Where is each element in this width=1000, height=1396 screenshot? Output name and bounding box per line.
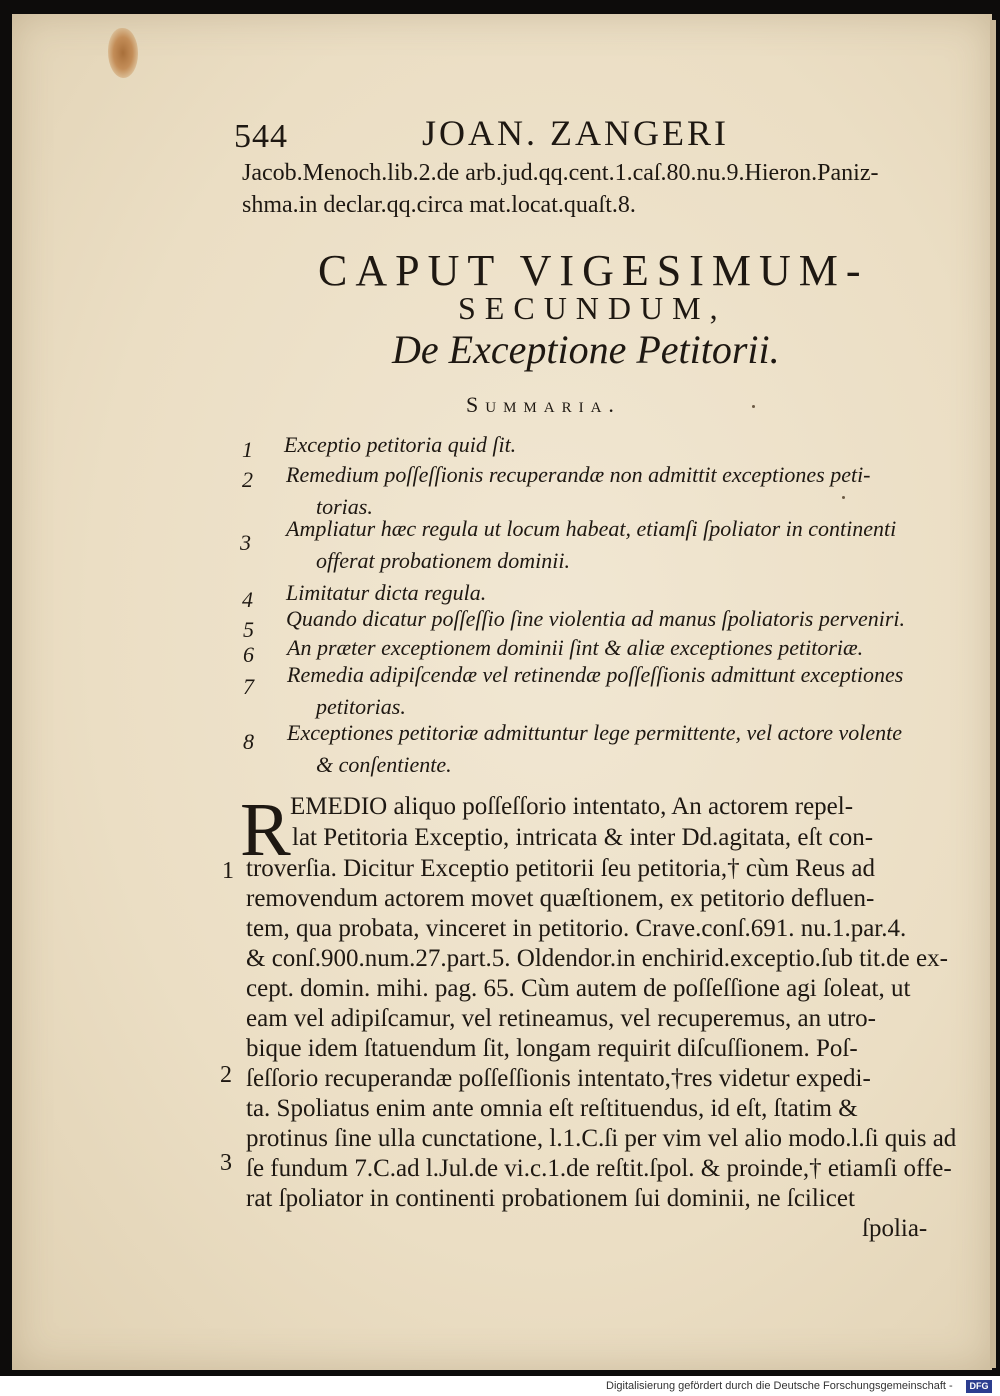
body-line: eam vel adipiſcamur, vel retineamus, vel recuperemus, an utro- [246,1005,876,1032]
summary-item-text: Limitatur dicta regula. [286,580,487,605]
margin-number: 1 [222,858,234,884]
summary-item-text: torias. [316,494,373,519]
summary-number: 6 [243,642,254,667]
catchword: ſpolia- [862,1215,928,1242]
body-line: ta. Spoliatus enim ante omnia eſt reſtituendus, id eſt, ſtatim & [246,1095,858,1122]
dfg-logo: DFG [966,1380,992,1393]
summary-number: 7 [243,674,254,699]
drop-cap: R [240,788,291,872]
body-line: troverſia. Dicitur Exceptio petitorii ſeu petitoria,† cùm Reus ad [246,855,875,882]
page-edge [990,20,996,1368]
summary-number: 4 [242,587,253,612]
continuation-line: Jacob.Menoch.lib.2.de arb.jud.qq.cent.1.caſ.80.nu.9.Hieron.Paniz- [242,160,879,186]
body-line: ſe fundum 7.C.ad l.Jul.de vi.c.1.de reſtit.ſpol. & proinde,† etiamſi offe- [246,1155,952,1182]
ink-speck [752,405,755,408]
chapter-title-line2: SECUNDUM, [458,290,727,326]
summary-item-text: Ampliatur hæc regula ut locum habeat, etiamſi ſpoliator in continenti [286,516,897,541]
summary-item-text: & conſentiente. [316,752,452,777]
summary-item-text: Remedia adipiſcendæ vel retinendæ poſſeſſionis admittunt exceptiones [287,662,904,687]
body-line: protinus ſine ulla cunctatione, l.1.C.ſi per vim vel alio modo.l.ſi quis ad [246,1125,957,1152]
body-line: bique idem ſtatuendum ſit, longam requirit diſcuſſionem. Poſ- [246,1035,858,1062]
summary-number: 8 [243,729,254,754]
body-line: cept. domin. mihi. pag. 65. Cùm autem de poſſeſſione agi ſoleat, ut [246,975,911,1002]
running-head: JOAN. ZANGERI [422,113,729,153]
summary-number: 1 [242,437,253,462]
margin-number: 2 [220,1062,232,1088]
summary-item-text: petitorias. [316,694,406,719]
chapter-subtitle: De Exceptione Petitorii. [392,327,780,372]
summary-item-text: offerat probationem dominii. [316,548,571,573]
summary-item-text: Exceptiones petitoriæ admittuntur lege permittente, vel actore volente [287,720,903,745]
summary-number: 3 [240,530,251,555]
summary-item-text: Exceptio petitoria quid ſit. [284,432,517,457]
body-line: lat Petitoria Exceptio, intricata & inter Dd.agitata, eſt con- [292,824,874,851]
summaria-heading: Summaria. [466,392,621,417]
summary-item-text: Quando dicatur poſſeſſio ſine violentia ad manus ſpoliatoris perveniri. [286,606,906,631]
body-line: rat ſpoliator in continenti probationem ſui dominii, ne ſcilicet [246,1185,855,1212]
ink-speck [842,496,845,499]
summary-number: 2 [242,467,253,492]
summary-item-text: An præter exceptionem dominii ſint & aliæ exceptiones petitoriæ. [287,635,864,660]
body-line: EMEDIO aliquo poſſeſſorio intentato, An actorem repel- [290,793,854,820]
continuation-line: shma.in declar.qq.circa mat.locat.quaſt.8. [242,192,636,218]
body-line: ſeſſorio recuperandæ poſſeſſionis intentato,†res videtur expedi- [246,1065,871,1092]
chapter-title: CAPUT VIGESIMUM- [318,246,869,295]
summary-item-text: Remedium poſſeſſionis recuperandæ non admittit exceptiones peti- [286,462,871,487]
paper-stain [108,28,138,78]
body-line: removendum actorem movet quæſtionem, ex petitorio defluen- [246,885,875,912]
body-line: tem, qua probata, vinceret in petitorio. Crave.conſ.691. nu.1.par.4. [246,915,907,942]
page-number: 544 [234,118,288,155]
margin-number: 3 [220,1150,232,1176]
summary-number: 5 [243,617,254,642]
digitization-credit: Digitalisierung gefördert durch die Deutsche Forschungsgemeinschaft - [606,1380,953,1392]
body-line: & conſ.900.num.27.part.5. Oldendor.in enchirid.exceptio.ſub tit.de ex- [246,945,948,972]
